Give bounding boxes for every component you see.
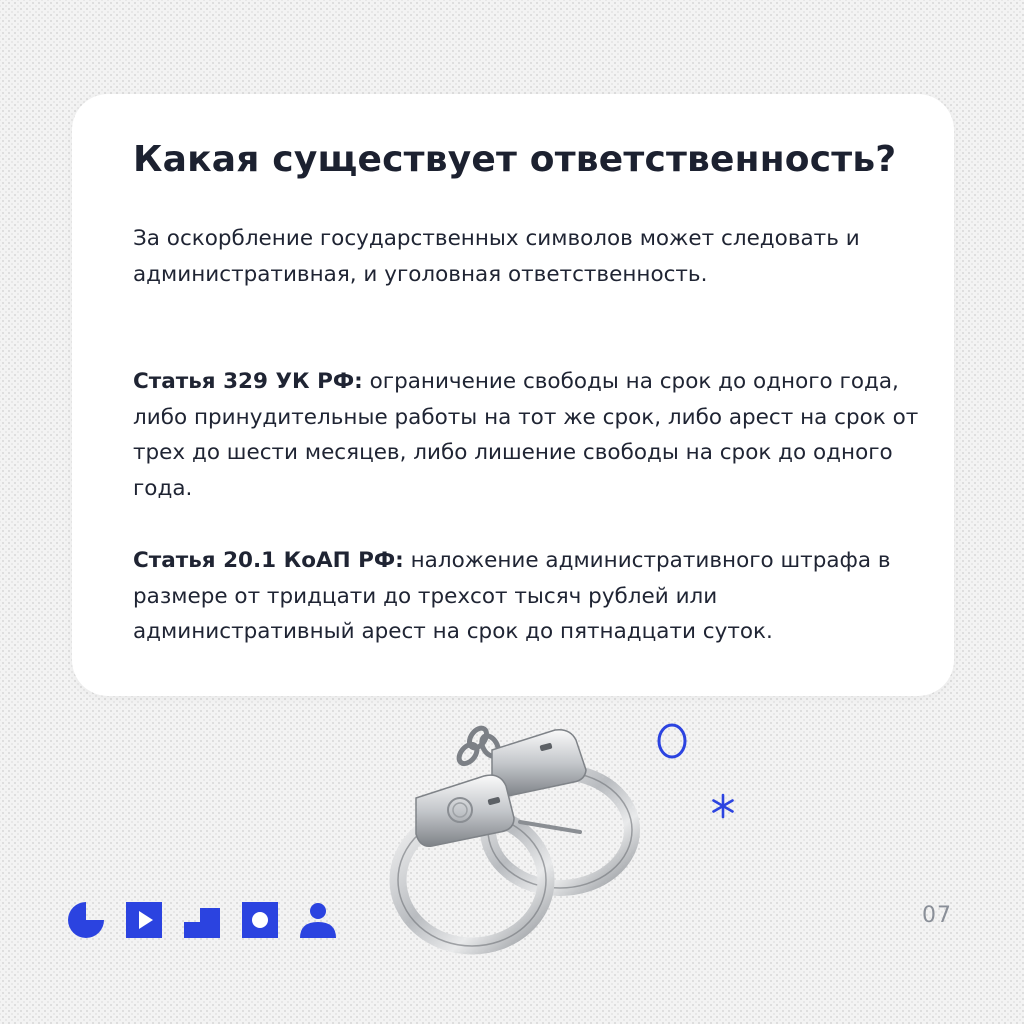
article-329-label: Статья 329 УК РФ: [133,369,363,394]
page-title: Какая существует ответственность? [133,139,897,180]
person-shape-icon [300,902,336,938]
asterisk-icon [710,793,736,824]
article-20-1-label: Статья 20.1 КоАП РФ: [133,548,404,573]
article-20-1-text: наложение административного штрафа в размере от тридцати до трехсот тысяч рублей или административный арест на срок до пятнадцати суток. [133,548,891,644]
handcuffs-icon [380,710,660,975]
article-329-paragraph [133,364,923,506]
pacman-shape-icon [68,902,104,938]
intro-paragraph: За оскорбление государственных символов может следовать и административная, и уголовная ответственность. [133,226,860,287]
article-20-1-paragraph [133,543,923,650]
brand-shapes-row [68,900,336,940]
steps-shape-icon [184,902,220,938]
ring-square-icon [242,902,278,938]
page-number: 07 [922,903,952,928]
play-square-icon [126,902,162,938]
circle-outline-icon [654,720,690,767]
article-329-text: ограничение свободы на срок до одного года, либо принудительные работы на тот же срок, либо арест на срок от трех до шести месяцев, либо лишение свободы на срок до одного года. [133,369,919,501]
content-card [72,94,954,696]
